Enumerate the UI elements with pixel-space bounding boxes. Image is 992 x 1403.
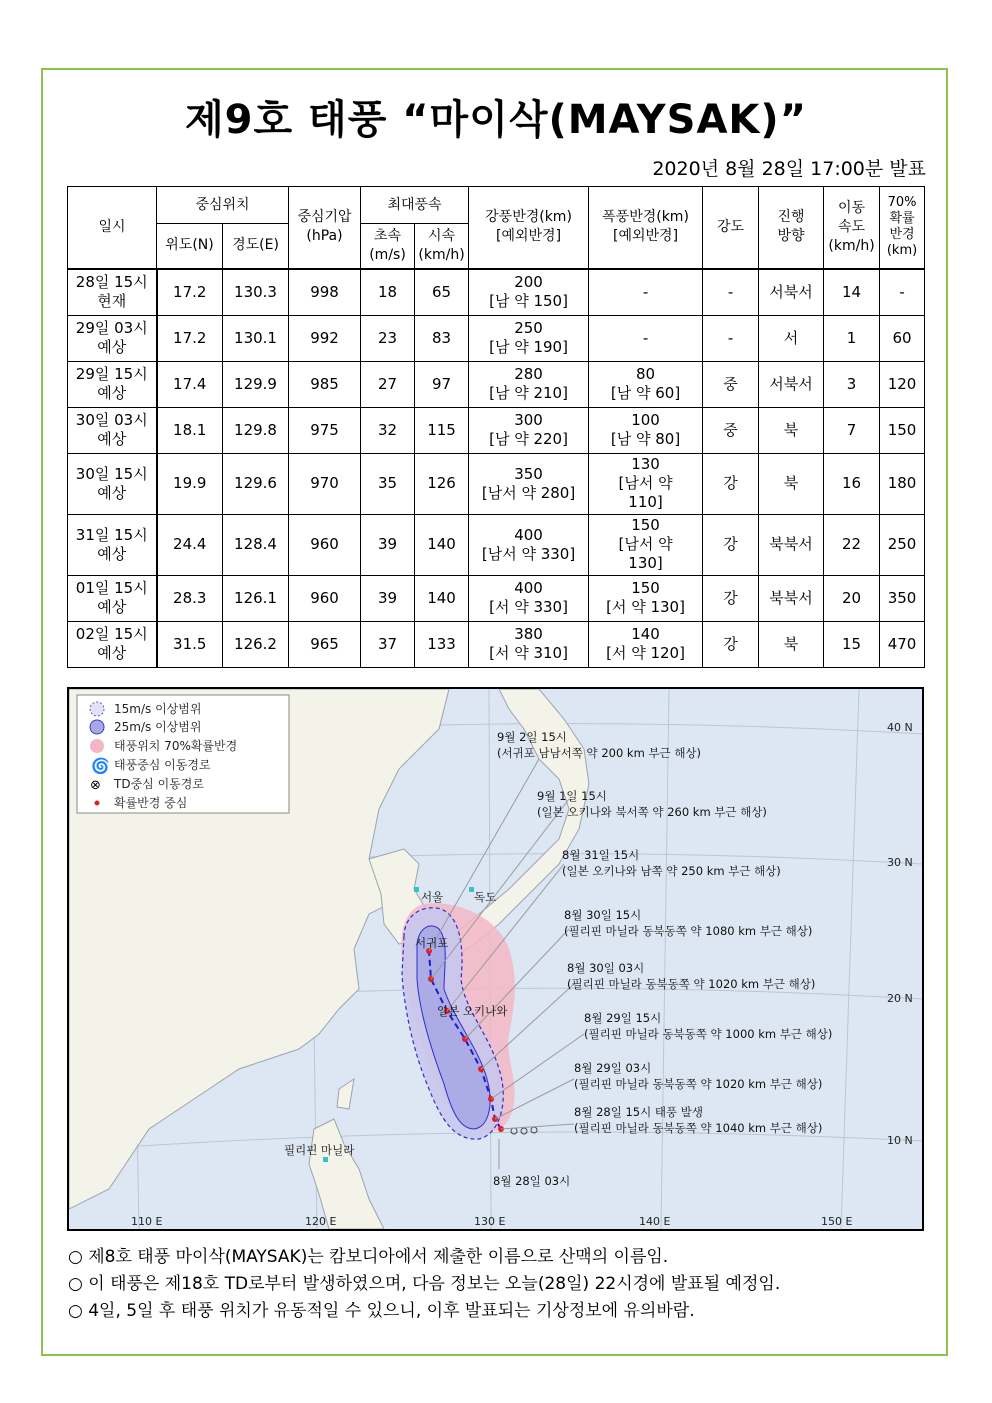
table-row (68, 315, 925, 361)
note-line: ○ 이 태풍은 제18호 TD로부터 발생하였으며, 다음 정보는 오늘(28일) 22시경에 발표될 예정임. (68, 1274, 781, 1294)
legend-dot-icon (95, 801, 100, 806)
cell-speed: 7 (824, 407, 880, 453)
cell-strong: 400 [서 약 330] (469, 575, 589, 621)
cell-intensity: 강 (703, 514, 759, 575)
lon-label: 150 E (821, 1215, 853, 1228)
cell-pressure: 998 (289, 269, 361, 316)
annotation-date: 8월 31일 15시 (562, 848, 640, 862)
header-ms: 초속 (m/s) (361, 224, 415, 269)
cell-lat: 17.2 (157, 315, 223, 361)
cell-strong: 280 [남 약 210] (469, 361, 589, 407)
annotation-date: 9월 1일 15시 (537, 789, 607, 803)
legend-r15-icon (90, 702, 104, 716)
header-pressure: 중심기압 (hPa) (289, 187, 361, 269)
cell-pressure: 975 (289, 407, 361, 453)
start-label: 8월 28일 03시 (493, 1174, 571, 1188)
map-legend (77, 695, 289, 813)
cell-ms: 37 (361, 621, 415, 667)
cell-prob: 180 (880, 453, 925, 514)
table-row (68, 514, 925, 575)
legend-td-icon: ⊗ (90, 778, 101, 793)
cell-intensity: - (703, 315, 759, 361)
cell-strong: 400 [남서 약 330] (469, 514, 589, 575)
cell-speed: 15 (824, 621, 880, 667)
table-row (68, 575, 925, 621)
map-svg (69, 689, 922, 1229)
table-row (68, 453, 925, 514)
lat-label: 40 N (887, 721, 913, 734)
cell-speed: 3 (824, 361, 880, 407)
cell-strong: 250 [남 약 190] (469, 315, 589, 361)
lon-label: 140 E (639, 1215, 671, 1228)
place-label: 독도 (474, 890, 497, 904)
annotation-desc: (일본 오키나와 남쪽 약 250 km 부근 해상) (562, 864, 781, 878)
annotation-desc: (필리핀 마닐라 동북동쪽 약 1080 km 부근 해상) (564, 924, 813, 938)
cell-storm: 150 [서 약 130] (589, 575, 703, 621)
header-max-wind: 최대풍속 (361, 187, 469, 224)
cell-lon: 128.4 (223, 514, 289, 575)
cell-direction: 서 (759, 315, 824, 361)
cell-speed: 22 (824, 514, 880, 575)
table-row (68, 269, 925, 316)
annotation-desc: (필리핀 마닐라 동북동쪽 약 1020 km 부근 해상) (567, 977, 816, 991)
page-title: 제9호 태풍 “마이삭(MAYSAK)” (185, 97, 807, 143)
cell-lat: 24.4 (157, 514, 223, 575)
place-label: 일본 오키나와 (437, 1004, 508, 1018)
note-line: ○ 제8호 태풍 마이삭(MAYSAK)는 캄보디아에서 제출한 이름으로 산맥의 이름임. (68, 1247, 669, 1267)
cell-prob: 150 (880, 407, 925, 453)
cell-lat: 17.4 (157, 361, 223, 407)
annotation-date: 8월 30일 15시 (564, 908, 642, 922)
annotation-date: 8월 28일 15시 태풍 발생 (574, 1105, 703, 1119)
legend-item: 15m/s 이상범위 (114, 702, 202, 716)
cell-direction: 북 (759, 621, 824, 667)
annotation-date: 8월 29일 15시 (584, 1011, 662, 1025)
cell-pressure: 970 (289, 453, 361, 514)
cell-ms: 35 (361, 453, 415, 514)
annotation-date: 8월 30일 03시 (567, 961, 645, 975)
cell-lon: 130.3 (223, 269, 289, 316)
cell-pressure: 985 (289, 361, 361, 407)
lat-label: 10 N (887, 1134, 913, 1147)
header-storm-radius: 폭풍반경(km) [예외반경] (589, 187, 703, 269)
annotation-date: 8월 29일 03시 (574, 1061, 652, 1075)
cell-pressure: 960 (289, 514, 361, 575)
cell-storm: 140 [서 약 120] (589, 621, 703, 667)
cell-kmh: 140 (415, 575, 469, 621)
cell-kmh: 115 (415, 407, 469, 453)
cell-time: 28일 15시 현재 (68, 269, 157, 316)
cell-prob: - (880, 269, 925, 316)
cell-lat: 18.1 (157, 407, 223, 453)
lat-label: 20 N (887, 992, 913, 1005)
place-label: 서울 (421, 890, 444, 904)
cell-speed: 16 (824, 453, 880, 514)
cell-prob: 60 (880, 315, 925, 361)
cell-lat: 28.3 (157, 575, 223, 621)
cell-direction: 서북서 (759, 269, 824, 316)
cell-strong: 380 [서 약 310] (469, 621, 589, 667)
cell-lat: 17.2 (157, 269, 223, 316)
cell-direction: 북북서 (759, 575, 824, 621)
table-row (68, 621, 925, 667)
annotation-desc: (서귀포 남남서쪽 약 200 km 부근 해상) (497, 746, 702, 760)
cell-pressure: 965 (289, 621, 361, 667)
cell-lon: 129.9 (223, 361, 289, 407)
cell-storm: 130 [남서 약 110] (589, 453, 703, 514)
cell-time: 29일 15시 예상 (68, 361, 157, 407)
annotation-desc: (필리핀 마닐라 동북동쪽 약 1040 km 부근 해상) (574, 1121, 823, 1135)
cell-ms: 18 (361, 269, 415, 316)
cell-prob: 350 (880, 575, 925, 621)
cell-time: 29일 03시 예상 (68, 315, 157, 361)
cell-speed: 20 (824, 575, 880, 621)
cell-direction: 북북서 (759, 514, 824, 575)
cell-strong: 200 [남 약 150] (469, 269, 589, 316)
header-strong-radius: 강풍반경(km) [예외반경] (469, 187, 589, 269)
cell-prob: 250 (880, 514, 925, 575)
legend-item: 확률반경 중심 (114, 796, 188, 810)
cell-storm: - (589, 315, 703, 361)
cell-lat: 31.5 (157, 621, 223, 667)
cell-kmh: 133 (415, 621, 469, 667)
legend-item: TD중심 이동경로 (114, 777, 204, 791)
notes (68, 1244, 780, 1325)
legend-r25-icon (90, 720, 104, 734)
table-row (68, 361, 925, 407)
cell-kmh: 126 (415, 453, 469, 514)
cell-pressure: 992 (289, 315, 361, 361)
cell-intensity: - (703, 269, 759, 316)
issued-date: 2020년 8월 28일 17:00분 발표 (652, 158, 926, 180)
cell-ms: 23 (361, 315, 415, 361)
cell-intensity: 중 (703, 361, 759, 407)
cell-kmh: 140 (415, 514, 469, 575)
forecast-table (67, 186, 925, 668)
typhoon-track-map (67, 687, 924, 1231)
cell-lon: 129.6 (223, 453, 289, 514)
cell-strong: 300 [남 약 220] (469, 407, 589, 453)
header-intensity: 강도 (703, 187, 759, 269)
cell-intensity: 중 (703, 407, 759, 453)
header-time: 일시 (68, 187, 157, 269)
header-lat: 위도(N) (157, 224, 223, 269)
lat-label: 30 N (887, 856, 913, 869)
lon-label: 130 E (474, 1215, 506, 1228)
annotation-desc: (필리핀 마닐라 동북동쪽 약 1020 km 부근 해상) (574, 1077, 823, 1091)
cell-direction: 북 (759, 407, 824, 453)
cell-ms: 39 (361, 514, 415, 575)
cell-prob: 470 (880, 621, 925, 667)
cell-intensity: 강 (703, 575, 759, 621)
cell-ms: 39 (361, 575, 415, 621)
cell-time: 01일 15시 예상 (68, 575, 157, 621)
header-lon: 경도(E) (223, 224, 289, 269)
cell-time: 31일 15시 예상 (68, 514, 157, 575)
header-kmh: 시속 (km/h) (415, 224, 469, 269)
place-label: 필리핀 마닐라 (284, 1143, 355, 1157)
legend-typhoon-icon: 🌀 (91, 757, 110, 775)
cell-kmh: 65 (415, 269, 469, 316)
note-line: ○ 4일, 5일 후 태풍 위치가 유동적일 수 있으니, 이후 발표되는 기상정보에 유의바람. (68, 1301, 695, 1321)
header-speed: 이동 속도 (km/h) (824, 187, 880, 269)
cell-direction: 북 (759, 453, 824, 514)
cell-ms: 27 (361, 361, 415, 407)
header-prob-radius: 70% 확률 반경 (km) (880, 187, 925, 269)
cell-storm: 100 [남 약 80] (589, 407, 703, 453)
cell-kmh: 83 (415, 315, 469, 361)
annotation-date: 9월 2일 15시 (497, 730, 567, 744)
cell-storm: 80 [남 약 60] (589, 361, 703, 407)
cell-speed: 1 (824, 315, 880, 361)
annotation-desc: (일본 오키나와 북서쪽 약 260 km 부근 해상) (537, 805, 767, 819)
cell-lon: 126.2 (223, 621, 289, 667)
cell-prob: 120 (880, 361, 925, 407)
cell-lon: 130.1 (223, 315, 289, 361)
cell-lon: 129.8 (223, 407, 289, 453)
cell-intensity: 강 (703, 453, 759, 514)
cell-time: 02일 15시 예상 (68, 621, 157, 667)
cell-direction: 서북서 (759, 361, 824, 407)
table-row (68, 407, 925, 453)
cell-lon: 126.1 (223, 575, 289, 621)
cell-storm: - (589, 269, 703, 316)
cell-time: 30일 03시 예상 (68, 407, 157, 453)
legend-item: 25m/s 이상범위 (114, 720, 202, 734)
place-label: 서귀포 (415, 936, 449, 950)
cell-kmh: 97 (415, 361, 469, 407)
cell-time: 30일 15시 예상 (68, 453, 157, 514)
legend-prob-icon (90, 739, 104, 753)
legend-item: 태풍위치 70%확률반경 (114, 739, 238, 753)
lon-label: 120 E (305, 1215, 337, 1228)
header-direction: 진행 방향 (759, 187, 824, 269)
annotation-desc: (필리핀 마닐라 동북동쪽 약 1000 km 부근 해상) (584, 1027, 833, 1041)
cell-intensity: 강 (703, 621, 759, 667)
cell-strong: 350 [남서 약 280] (469, 453, 589, 514)
cell-ms: 32 (361, 407, 415, 453)
cell-pressure: 960 (289, 575, 361, 621)
lon-label: 110 E (131, 1215, 163, 1228)
cell-speed: 14 (824, 269, 880, 316)
header-center-position: 중심위치 (157, 187, 289, 224)
cell-storm: 150 [남서 약 130] (589, 514, 703, 575)
legend-item: 태풍중심 이동경로 (114, 758, 211, 772)
cell-lat: 19.9 (157, 453, 223, 514)
